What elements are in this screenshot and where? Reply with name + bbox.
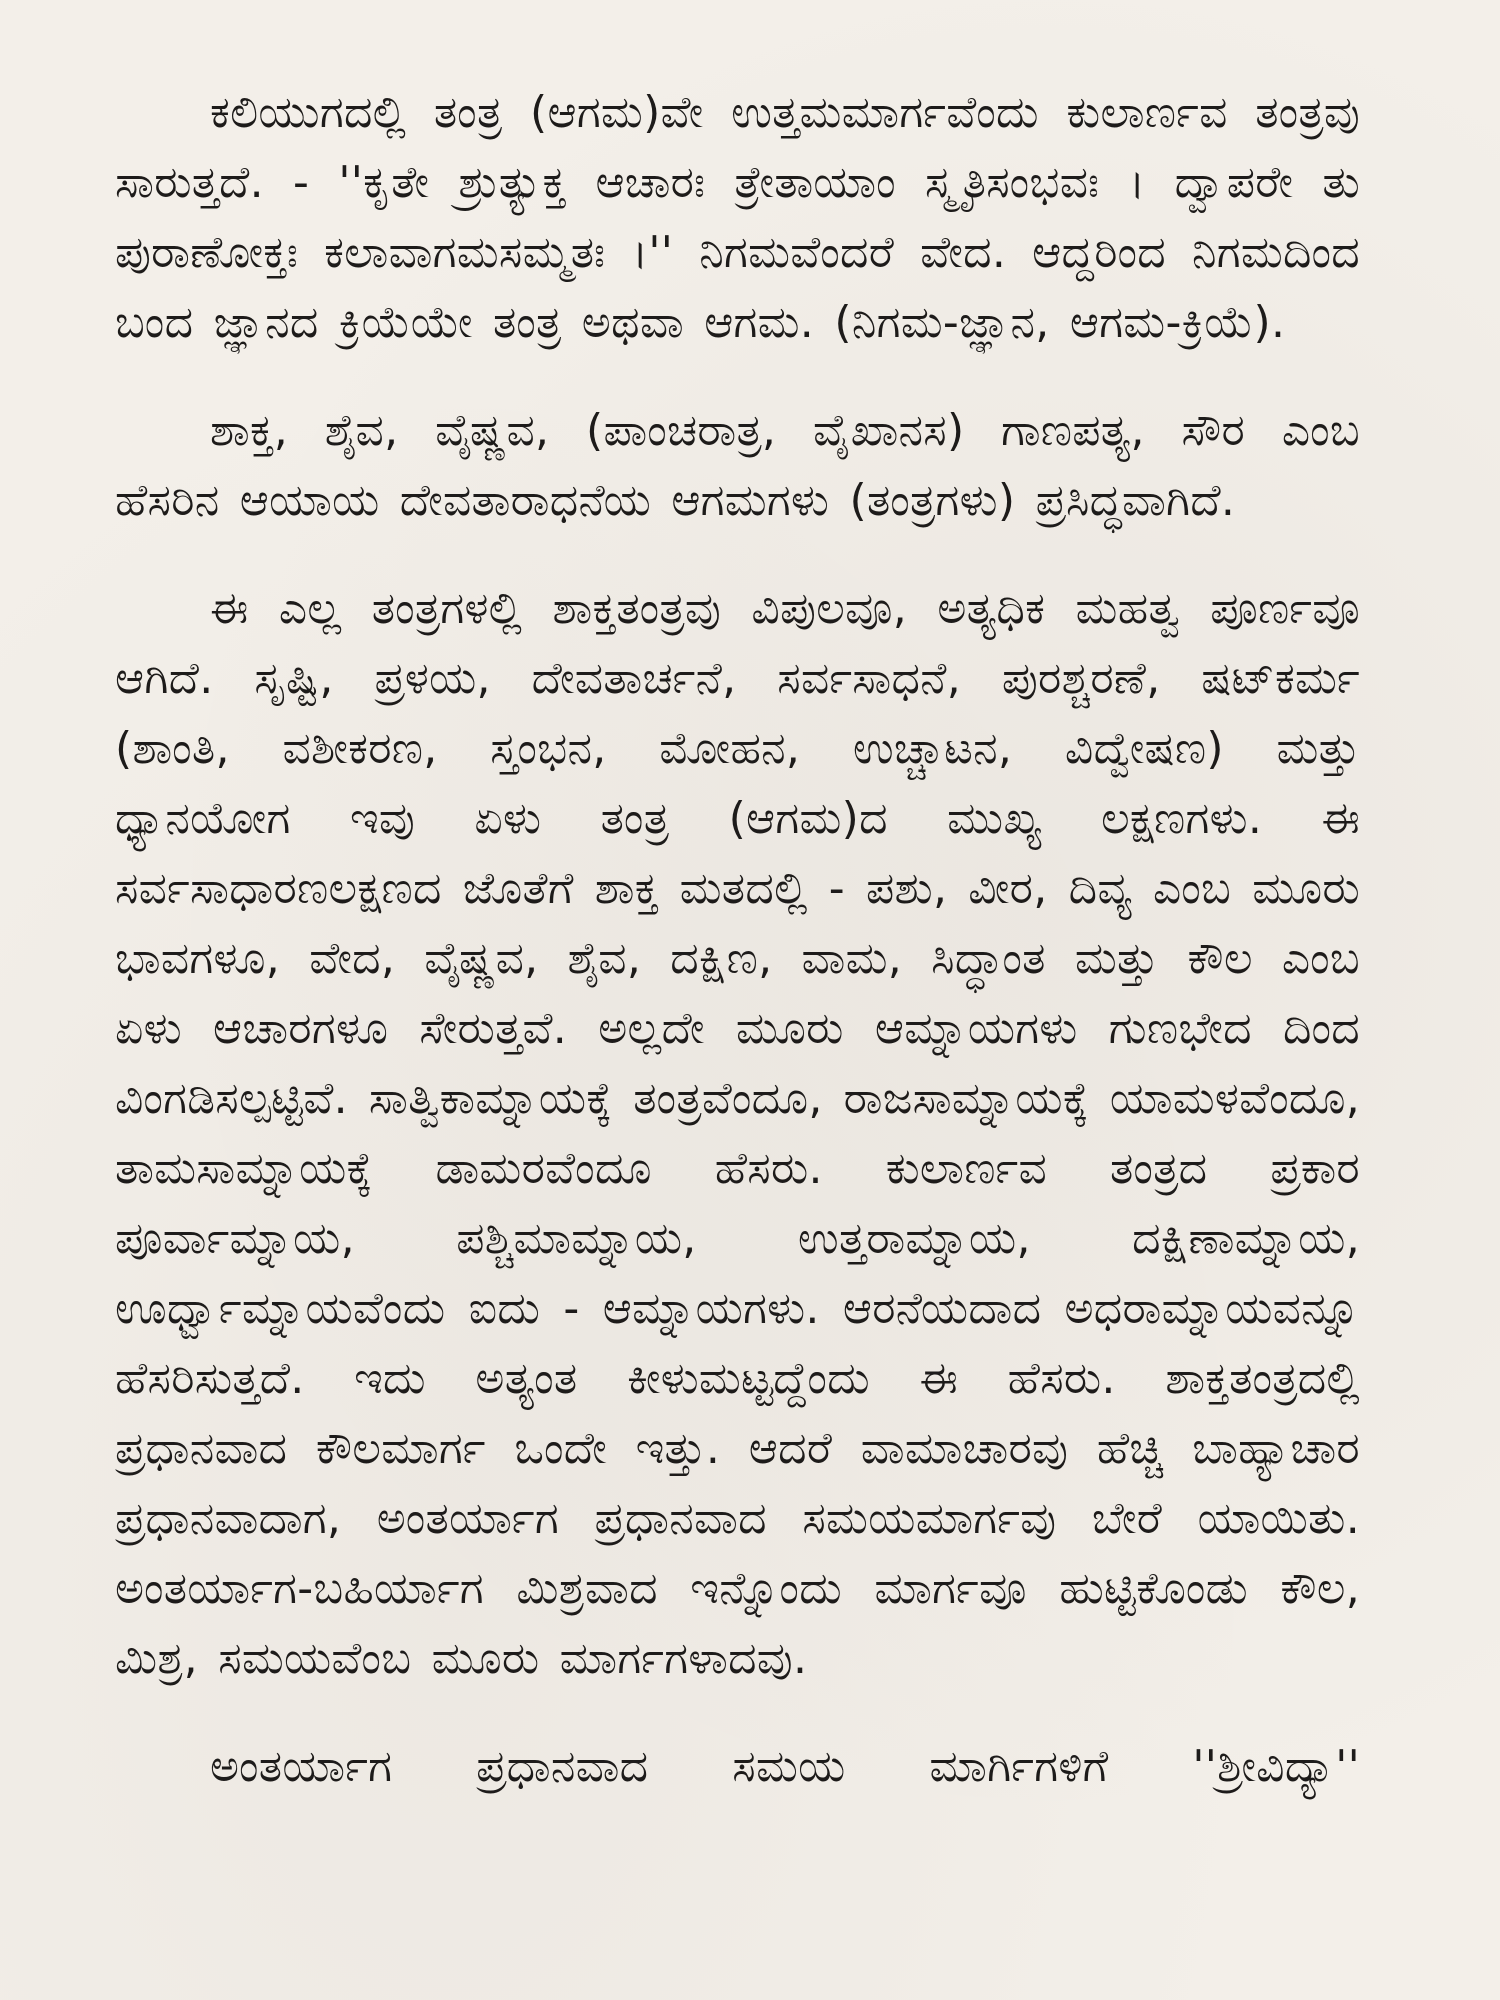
paragraph-gap (115, 1694, 1360, 1732)
paragraph-kaliyuga: ಕಲಿಯುಗದಲ್ಲಿ ತಂತ್ರ (ಆಗಮ)ವೇ ಉತ್ತಮಮಾರ್ಗವೆಂದು ಕುಲಾರ್ಣವ ತಂತ್ರವು ಸಾರುತ್ತದೆ. - ''ಕೃತೇ ಶ್ರುತ್ಯುಕ್ತ ಆಚಾರಃ ತ್ರೇತಾಯಾಂ ಸ್ಮೃತಿಸಂಭವಃ । ದ್ವಾಪರೇ ತು ಪುರಾಣೋಕ್ತಃ ಕಲಾವಾಗಮಸಮ್ಮತಃ ।'' ನಿಗಮವೆಂದರೆ ವೇದ. ಆದ್ದರಿಂದ ನಿಗಮದಿಂದ ಬಂದ ಜ್ಞಾನದ ಕ್ರಿಯೆಯೇ ತಂತ್ರ ಅಥವಾ ಆಗಮ. (ನಿಗಮ-ಜ್ಞಾನ, ಆಗಮ-ಕ್ರಿಯೆ). (115, 87, 1360, 348)
paragraph-shakta-tantra: ಈ ಎಲ್ಲ ತಂತ್ರಗಳಲ್ಲಿ ಶಾಕ್ತತಂತ್ರವು ವಿಪುಲವೂ, ಅತ್ಯಧಿಕ ಮಹತ್ವ ಪೂರ್ಣವೂ ಆಗಿದೆ. ಸೃಷ್ಟಿ, ಪ್ರಳಯ, ದೇವತಾರ್ಚನೆ, ಸರ್ವಸಾಧನೆ, ಪುರಶ್ಚರಣೆ, ಷಟ್‌ಕರ್ಮ (ಶಾಂತಿ, ವಶೀಕರಣ, ಸ್ತಂಭನ, ಮೋಹನ, ಉಚ್ಚಾಟನ, ವಿದ್ವೇಷಣ) ಮತ್ತು ಧ್ಯಾನಯೋಗ ಇವು ಏಳು ತಂತ್ರ (ಆಗಮ)ದ ಮುಖ್ಯ ಲಕ್ಷಣಗಳು. ಈ ಸರ್ವಸಾಧಾರಣಲಕ್ಷಣದ ಜೊತೆಗೆ ಶಾಕ್ತ ಮತದಲ್ಲಿ - ಪಶು, ವೀರ, ದಿವ್ಯ ಎಂಬ ಮೂರು ಭಾವಗಳೂ, ವೇದ, ವೈಷ್ಣವ, ಶೈವ, ದಕ್ಷಿಣ, ವಾಮ, ಸಿದ್ಧಾಂತ ಮತ್ತು ಕೌಲ ಎಂಬ ಏಳು ಆಚಾರಗಳೂ ಸೇರುತ್ತವೆ. ಅಲ್ಲದೇ ಮೂರು ಆಮ್ನಾಯಗಳು ಗುಣಭೇದ ದಿಂದ ವಿಂಗಡಿಸಲ್ಪಟ್ಟಿವೆ. ಸಾತ್ವಿಕಾಮ್ನಾಯಕ್ಕೆ ತಂತ್ರವೆಂದೂ, ರಾಜಸಾಮ್ನಾಯಕ್ಕೆ ಯಾಮಳವೆಂದೂ, ತಾಮಸಾಮ್ನಾಯಕ್ಕೆ ಡಾಮರವೆಂದೂ ಹೆಸರು. ಕುಲಾರ್ಣವ ತಂತ್ರದ ಪ್ರಕಾರ ಪೂರ್ವಾಮ್ನಾಯ, ಪಶ್ಚಿಮಾಮ್ನಾಯ, ಉತ್ತರಾಮ್ನಾಯ, ದಕ್ಷಿಣಾಮ್ನಾಯ, ಊರ್ಧ್ವಾಮ್ನಾಯವೆಂದು ಐದು - ಆಮ್ನಾಯಗಳು. ಆರನೆಯದಾದ ಅಧರಾಮ್ನಾಯವನ್ನೂ ಹೆಸರಿಸುತ್ತದೆ. ಇದು ಅತ್ಯಂತ ಕೀಳುಮಟ್ಟದ್ದೆಂದು ಈ ಹೆಸರು. ಶಾಕ್ತತಂತ್ರದಲ್ಲಿ ಪ್ರಧಾನವಾದ ಕೌಲಮಾರ್ಗ ಒಂದೇ ಇತ್ತು. ಆದರೆ ವಾಮಾಚಾರವು ಹೆಚ್ಚಿ ಬಾಹ್ಯಾಚಾರ ಪ್ರಧಾನವಾದಾಗ, ಅಂತರ್ಯಾಗ ಪ್ರಧಾನವಾದ ಸಮಯಮಾರ್ಗವು ಬೇರೆ ಯಾಯಿತು. ಅಂತರ್ಯಾಗ-ಬಹಿರ್ಯಾಗ ಮಿಶ್ರವಾದ ಇನ್ನೊಂದು ಮಾರ್ಗವೂ ಹುಟ್ಟಿಕೊಂಡು ಕೌಲ, ಮಿಶ್ರ, ಸಮಯವೆಂಬ ಮೂರು ಮಾರ್ಗಗಳಾದವು. (115, 583, 1360, 1684)
paragraph-gap (115, 536, 1360, 574)
paragraph-agama-list: ಶಾಕ್ತ, ಶೈವ, ವೈಷ್ಣವ, (ಪಾಂಚರಾತ್ರ, ವೈಖಾನಸ) ಗಾಣಪತ್ಯ, ಸೌರ ಎಂಬ ಹೆಸರಿನ ಆಯಾಯ ದೇವತಾರಾಧನೆಯ ಆಗಮಗಳು (ತಂತ್ರಗಳು) ಪ್ರಸಿದ್ಧವಾಗಿದೆ. (115, 405, 1360, 526)
paragraph-srividya: ಅಂತರ್ಯಾಗ ಪ್ರಧಾನವಾದ ಸಮಯ ಮಾರ್ಗಿಗಳಿಗೆ ''ಶ್ರೀವಿದ್ಯಾ'' (210, 1741, 1360, 1792)
text-column (115, 78, 1360, 1802)
paragraph-gap (115, 358, 1360, 396)
